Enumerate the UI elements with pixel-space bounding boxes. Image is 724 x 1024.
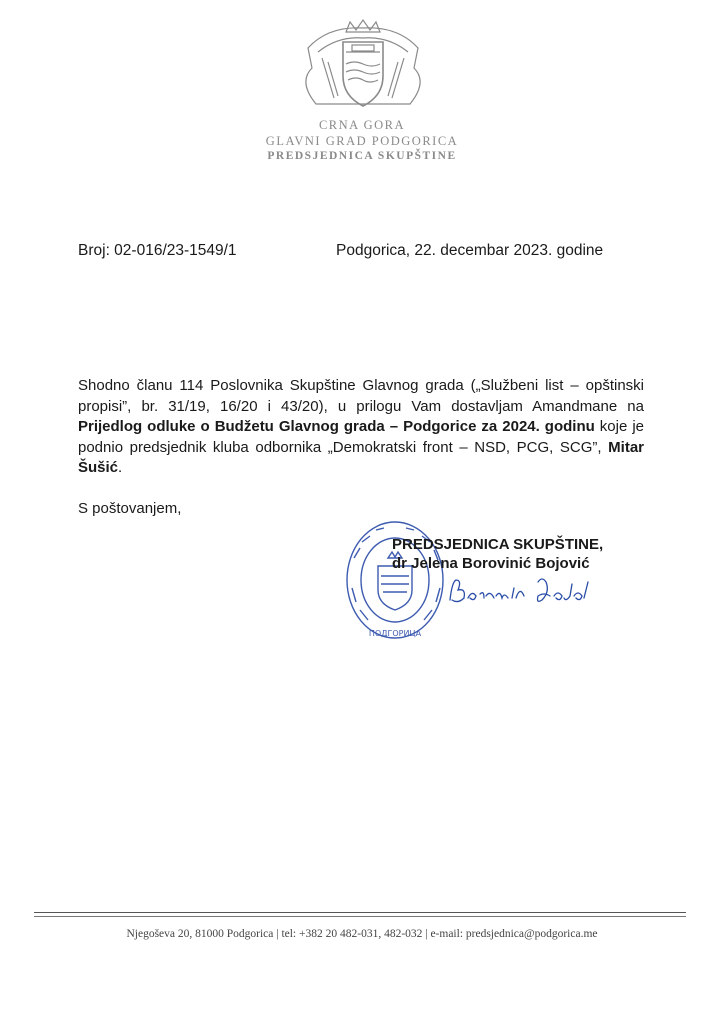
document-number: Broj: 02-016/23-1549/1 — [78, 242, 237, 259]
header-city: GLAVNI GRAD PODGORICA — [265, 134, 459, 148]
document-place-date: Podgorica, 22. decembar 2023. godine — [336, 242, 604, 259]
header-office: PREDSJEDNICA SKUPŠTINE — [267, 150, 457, 162]
body-text-1: Shodno članu 114 Poslovnika Skupštine Glavnog grada („Službeni list – opštinski propisi”, br. 31/19, 16/20 i 43/20), u prilogu Vam dostavljam Amandmane na — [78, 377, 644, 415]
body-text-2: koje je podnio predsjednik kluba odbornika „Demokratski front – NSD, PCG, SCG”, — [78, 418, 644, 456]
signatory-title: PREDSJEDNICA SKUPŠTINE, — [392, 536, 604, 553]
body-text-3: . — [118, 459, 123, 476]
footer-divider — [34, 912, 686, 913]
body-bold-name: Mitar Šušić — [78, 438, 644, 476]
stamp-city-label: ПОДГОРИЦА — [368, 629, 422, 638]
footer-divider-secondary — [34, 916, 686, 917]
signatory-name: dr Jelena Borovinić Bojović — [392, 555, 590, 572]
header-country: CRNA GORA — [318, 118, 406, 132]
footer-contact: Njegoševa 20, 81000 Podgorica | tel: +382 20 482-031, 482-032 | e-mail: predsjednica@podgorica.me — [126, 928, 598, 940]
coat-of-arms-icon — [288, 18, 438, 118]
closing-salutation: S poštovanjem, — [78, 500, 182, 517]
handwritten-signature-icon — [446, 572, 596, 612]
body-bold-subject: Prijedlog odluke o Budžetu Glavnog grada – Podgorice za 2024. godinu — [78, 418, 595, 435]
letter-body — [78, 376, 644, 479]
